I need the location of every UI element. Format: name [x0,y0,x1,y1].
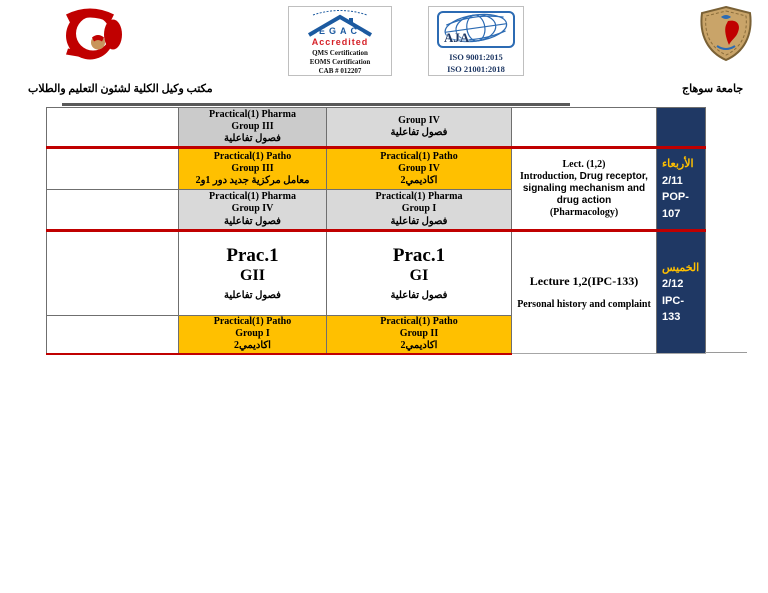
session-location: اكاديمي2 [234,340,271,352]
session-title: Practical(1) Pharma [375,191,463,203]
cell-thu-prac1-g2 [179,231,327,316]
cell-thu-prac1-g1 [327,231,512,316]
session-location: اكاديمي2 [400,175,438,187]
session-location: فصول تفاعلية [390,215,448,227]
table-top-rule [62,103,570,106]
cell-wed-group4 [327,108,512,148]
day-name: الخميس [662,261,700,274]
cell-wed-pharma-group4 [179,190,327,231]
session-location: فصول تفاعلية [224,289,281,301]
time-cell-empty [47,148,179,190]
cell-wed-lecture [512,148,657,231]
session-group: GI [409,267,429,285]
session-location: فصول تفاعلية [224,133,281,145]
day-date: 2/11 [662,174,683,187]
aja-iso-line: ISO 9001:2015 [449,52,503,63]
lecture-topic [512,171,656,208]
session-group: Group III [231,162,274,174]
day-date: 2/12 [662,278,684,291]
sohag-university-logo-icon [697,5,755,62]
session-location: فصول تفاعلية [224,215,281,227]
time-cell-empty [47,190,179,231]
day-name: الأربعاء [662,158,694,170]
egac-brand-text: EGAC [318,26,361,36]
day-cell-wednesday [657,148,706,231]
cell-wed-pharma-group3 [179,108,327,148]
aja-iso-line: ISO 21001:2018 [447,63,505,74]
aja-globe-icon [437,11,515,48]
cell-empty [512,108,657,148]
session-title: Practical(1) Patho [380,150,458,162]
session-group: Group IV [398,114,440,126]
session-location: اكاديمي2 [400,340,438,352]
lecture-title: Lecture 1,2(IPC-133) [529,273,639,288]
lecture-topic-serif: Introduction, [520,170,577,182]
university-name-label: جامعة سوهاج [682,83,744,95]
lecture-topic: Personal history and complaint [517,299,651,311]
session-location: فصول تفاعلية [390,289,448,301]
session-title: Practical(1) Pharma [209,191,296,203]
day-cell-thursday [657,231,706,354]
session-title: Prac.1 [226,245,279,267]
session-group: Group IV [231,203,274,215]
cell-thu-patho-group1 [179,316,327,354]
egac-roof-icon [305,9,375,43]
aja-brand-text: AJA [444,30,470,46]
session-group: GII [240,267,265,285]
session-title: Practical(1) Pharma [209,108,296,120]
session-title: Practical(1) Patho [380,316,458,327]
egac-cert-line: QMS Certification [312,49,368,57]
egac-accredited-text: Accredited [311,37,369,47]
vice-dean-office-label: مكتب وكيل الكلية لشئون التعليم والطلاب [28,83,213,95]
lecture-title: Lect. (1,2) [562,158,606,170]
day-room-line2: 133 [662,311,681,324]
session-group: Group IV [398,162,440,174]
session-title: Prac.1 [392,245,446,267]
session-location: معامل مركزية جديد دور 1و2 [195,175,310,187]
session-group: Group I [401,203,437,215]
cell-wed-pharma-group1 [327,190,512,231]
session-title: Practical(1) Patho [213,150,292,162]
cell-wed-patho-group4 [327,148,512,190]
day-room-line2: 107 [662,207,681,220]
cell-thu-patho-group2 [327,316,512,354]
cell-wed-patho-group3 [179,148,327,190]
session-group: Group III [231,120,274,132]
lecture-topic-sans: Drug receptor, signaling mechanism and drug action [522,170,648,207]
session-group: Group II [399,328,439,340]
cell-thu-lecture [512,231,657,354]
session-location: فصول تفاعلية [390,127,448,138]
egac-cert-line: EOMS Certification [309,57,371,66]
time-cell-empty [47,231,179,316]
aja-certification-box [428,6,524,76]
time-cell-empty [47,108,179,148]
faculty-of-medicine-logo-icon [52,4,132,62]
day-room-line1: POP- [662,191,689,203]
table-bottom-rule [705,352,747,353]
egac-accreditation-box [288,6,392,76]
day-room-line1: IPC- [662,294,684,307]
egac-cert-line: CAB # 012207 [318,66,362,75]
day-column-spacer [657,108,706,148]
session-group: Group I [235,328,270,340]
timetable [46,107,706,355]
session-title: Practical(1) Patho [213,316,292,327]
lecture-subject: (Pharmacology) [549,207,619,219]
time-cell-empty [47,316,179,354]
